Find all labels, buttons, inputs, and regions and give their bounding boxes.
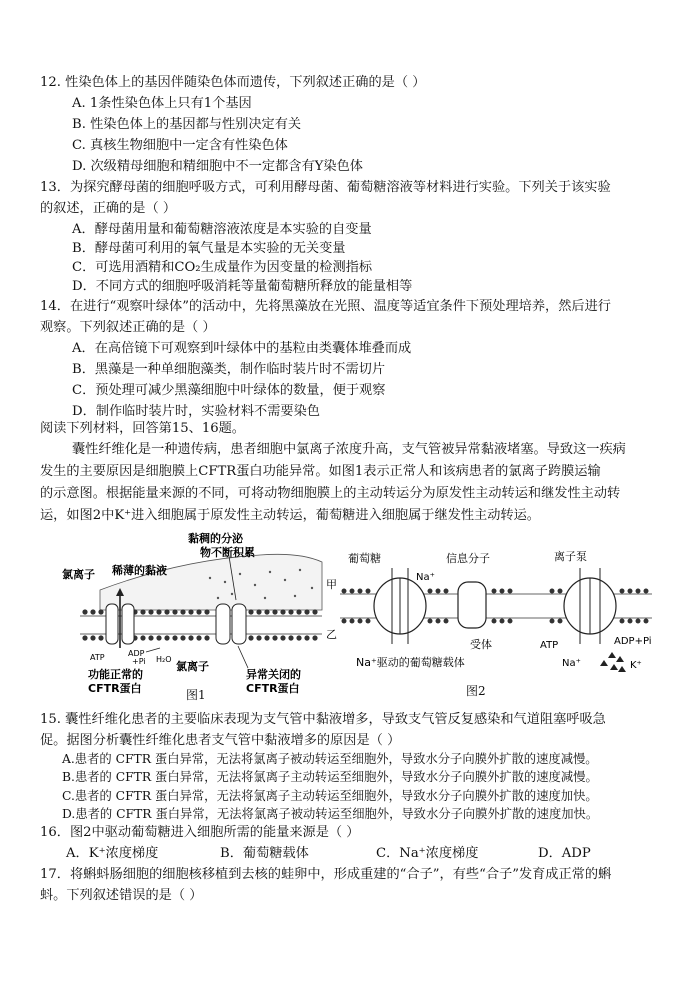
- fig2-label-k: K⁺: [630, 660, 642, 671]
- fig2-label-adp-pi: ADP+Pi: [614, 636, 652, 647]
- q15-option-d: D.患者的 CFTR 蛋白异常，无法将氯离子被动转运至细胞外，导致水分子向膜外扩散的速度加快。: [62, 807, 599, 821]
- fig2-label-signal-molecule: 信息分子: [446, 552, 490, 565]
- q17-stem-line2: 蚪。下列叙述错误的是（ ）: [40, 888, 203, 903]
- q16-stem: 16．图2中驱动葡萄糖进入细胞所需的能量来源是（ ）: [40, 825, 360, 840]
- q15-stem-line2: 促。据图分析囊性纤维化患者支气管中黏液增多的原因是（ ）: [40, 733, 401, 748]
- q15-option-c: C.患者的 CFTR 蛋白异常，无法将氯离子主动转运至细胞外，导致水分子向膜外扩散的速度加快。: [62, 789, 598, 803]
- q15-stem-line1: 15. 囊性纤维化患者的主要临床表现为支气管中黏液增多，导致支气管反复感染和气道阻塞呼吸急: [40, 712, 606, 727]
- q15-option-a: A.患者的 CFTR 蛋白异常，无法将氯离子被动转运至细胞外，导致水分子向膜外扩散的速度减慢。: [62, 752, 598, 766]
- q15-option-b: B.患者的 CFTR 蛋白异常，无法将氯离子主动转运至细胞外，导致水分子向膜外扩散的速度减慢。: [62, 770, 598, 784]
- fig1-label-normal-line1: 功能正常的: [88, 668, 143, 681]
- figure-1-caption: 图1: [186, 688, 206, 702]
- fig1-label-pi: +Pi: [132, 657, 146, 666]
- fig2-label-na-bottom: Na⁺: [562, 658, 581, 669]
- q16-option-d: D．ADP: [538, 846, 591, 861]
- fig1-label-sticky2: 物不断积累: [200, 546, 255, 559]
- q12-option-b: B. 性染色体上的基因都与性别决定有关: [72, 117, 302, 132]
- figure-2-caption: 图2: [466, 684, 486, 698]
- fig1-label-normal-line2: CFTR蛋白: [88, 682, 142, 695]
- q12-option-d: D. 次级精母细胞和精细胞中不一定都含有Y染色体: [72, 159, 363, 174]
- fig2-label-atp: ATP: [540, 640, 559, 651]
- q13-stem-line2: 的叙述，正确的是（ ）: [40, 201, 177, 216]
- q16-option-a: A．K⁺浓度梯度: [66, 846, 159, 861]
- q13-option-a: A．酵母菌用量和葡萄糖溶液浓度是本实验的自变量: [72, 222, 372, 237]
- figure-1: [60, 530, 330, 710]
- fig2-label-carrier: Na⁺驱动的葡萄糖载体: [356, 656, 465, 669]
- reading-paragraph-line2: 发生的主要原因是细胞膜上CFTR蛋白功能异常。如图1表示正常人和该病患者的氯离子跨膜运输: [40, 464, 601, 479]
- q12-option-c: C. 真核生物细胞中一定含有性染色体: [72, 138, 288, 153]
- q16-option-c: C．Na⁺浓度梯度: [376, 846, 479, 861]
- fig2-label-yi: 乙: [326, 628, 337, 641]
- reading-intro: 阅读下列材料，回答第15、16题。: [40, 421, 245, 436]
- fig2-label-ion-pump: 离子泵: [554, 550, 587, 563]
- q17-stem-line1: 17．将蝌蚪肠细胞的细胞核移植到去核的蛙卵中，形成重建的“合子”，有些“合子”发育成正常的蝌: [40, 867, 612, 882]
- q14-option-d: D．制作临时装片时，实验材料不需要染色: [72, 404, 320, 419]
- q12-option-a: A. 1条性染色体上只有1个基因: [72, 96, 252, 111]
- fig1-label-thin-mucus: 稀薄的黏液: [112, 564, 167, 577]
- reading-paragraph-line4: 运，如图2中K⁺进入细胞属于原发性主动转运，葡萄糖进入细胞属于继发性主动转运。: [40, 508, 540, 523]
- q13-option-d: D．不同方式的细胞呼吸消耗等量葡萄糖所释放的能量相等: [72, 279, 413, 294]
- fig1-label-closed-line2: CFTR蛋白: [246, 682, 300, 695]
- q13-option-c: C．可选用酒精和CO₂生成量作为因变量的检测指标: [72, 260, 373, 275]
- fig2-label-glucose: 葡萄糖: [348, 552, 381, 565]
- fig1-label-chloride2: 氯离子: [176, 660, 209, 673]
- fig1-label-chloride: 氯离子: [62, 568, 95, 581]
- q16-option-b: B．葡萄糖载体: [220, 846, 309, 861]
- fig1-label-h2o: H₂O: [156, 655, 172, 664]
- fig2-label-na-top: Na⁺: [416, 572, 435, 583]
- fig2-label-receptor: 受体: [470, 638, 492, 651]
- q14-option-c: C．预处理可减少黑藻细胞中叶绿体的数量，便于观察: [72, 383, 386, 398]
- q13-option-b: B．酵母菌可利用的氧气量是本实验的无关变量: [72, 241, 346, 256]
- figure-2: [322, 548, 662, 678]
- fig1-label-closed-line1: 异常关闭的: [246, 668, 301, 681]
- reading-paragraph-line1: 囊性纤维化是一种遗传病，患者细胞中氯离子浓度升高，支气管被异常黏液堵塞。导致这一疾病: [72, 442, 626, 457]
- reading-paragraph-line3: 的示意图。根据能量来源的不同，可将动物细胞膜上的主动转运分为原发性主动转运和继发性主动转: [40, 486, 621, 501]
- fig2-label-jia: 甲: [326, 578, 337, 591]
- q14-stem-line1: 14．在进行“观察叶绿体”的活动中，先将黑藻放在光照、温度等适宜条件下预处理培养，然后进行: [40, 299, 611, 314]
- q13-stem-line1: 13．为探究酵母菌的细胞呼吸方式，可利用酵母菌、葡萄糖溶液等材料进行实验。下列关于该实验: [40, 180, 611, 195]
- q14-option-a: A．在高倍镜下可观察到叶绿体中的基粒由类囊体堆叠而成: [72, 341, 412, 356]
- q14-option-b: B．黑藻是一种单细胞藻类，制作临时装片时不需切片: [72, 362, 386, 377]
- fig1-label-atp: ATP: [90, 653, 105, 662]
- fig1-label-adp: ADP: [128, 649, 145, 658]
- fig1-label-sticky: 黏稠的分泌: [188, 532, 243, 545]
- q14-stem-line2: 观察。下列叙述正确的是（ ）: [40, 320, 216, 335]
- q12-stem: 12. 性染色体上的基因伴随染色体而遗传，下列叙述正确的是（ ）: [40, 75, 426, 90]
